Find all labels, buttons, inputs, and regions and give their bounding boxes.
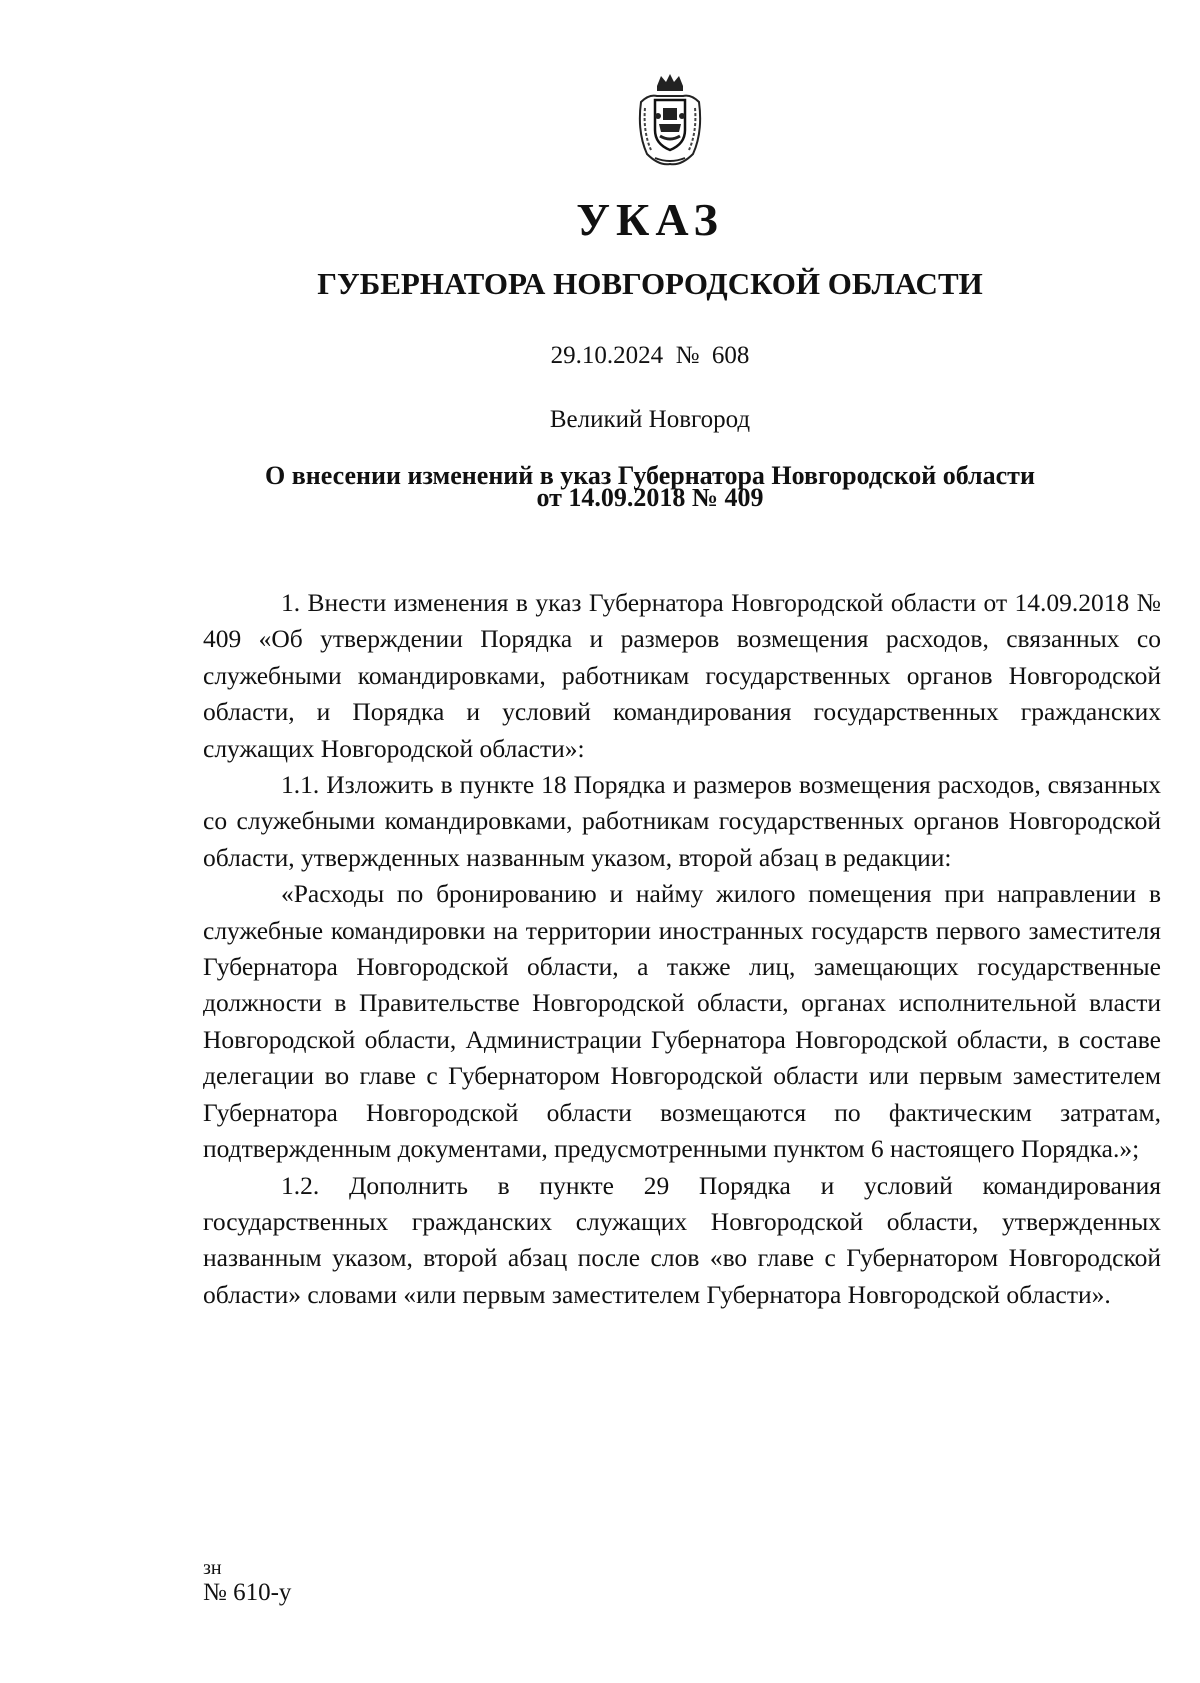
footer-registration (203, 1558, 291, 1608)
date-number-line (0, 340, 1200, 372)
heading-line-2: от 14.09.2018 № 409 (536, 483, 764, 512)
footer-number: № 610-у (203, 1579, 292, 1606)
document-subtitle: ГУБЕРНАТОРА НОВГОРОДСКОЙ ОБЛАСТИ (317, 266, 983, 301)
number-label: № (675, 342, 700, 369)
city-name: Великий Новгород (549, 406, 751, 433)
document-heading (0, 461, 1200, 512)
heading-line-1: О внесении изменений в указ Губернатора Новгородской области (265, 461, 1035, 490)
footer-code: зн (203, 1557, 222, 1579)
paragraph-1-2: 1.2. Дополнить в пункте 29 Порядка и условий командирования государственных гражданских служащих Новгородской области, утвержденных названным указом, второй абзац после слов «во главе с Губернатором Новгородской области» словами «или первым заместителем Губернатора Новгородской области». (203, 1170, 1161, 1309)
paragraph-quote: «Расходы по бронированию и найму жилого помещения при направлении в служебные командировки на территории иностранных государств первого заместителя Губернатора Новгородской области, а также лиц, замещающих государственные должности в Правительстве Новгородской области, органах исполнительной власти Новгородской области, Администрации Губернатора Новгородской области, в составе делегации во главе с Губернатором Новгородской области или первым заместителем Губернатора Новгородской области возмещаются по фактическим затратам, подтвержденным документами, предусмотренными пунктом 6 настоящего Порядка.»; (203, 879, 1161, 1164)
document-body (203, 585, 1161, 1313)
paragraph-1: 1. Внести изменения в указ Губернатора Новгородской области от 14.09.2018 № 409 «Об утверждении Порядка и размеров возмещения расходов, связанных со служебными командировками, работникам государственных органов Новгородской области, и Порядка и условий командирования государственных гражданских служащих Новгородской области»: (203, 588, 1161, 763)
document-number: 608 (711, 342, 750, 369)
paragraph-1-1: 1.1. Изложить в пункте 18 Порядка и размеров возмещения расходов, связанных со служебными командировками, работникам государственных органов Новгородской области, утвержденных названным указом, второй абзац в редакции: (203, 770, 1161, 872)
novgorod-coat-of-arms-icon (633, 72, 707, 168)
document-date: 29.10.2024 (550, 342, 664, 369)
document-title: УКАЗ (576, 194, 724, 245)
